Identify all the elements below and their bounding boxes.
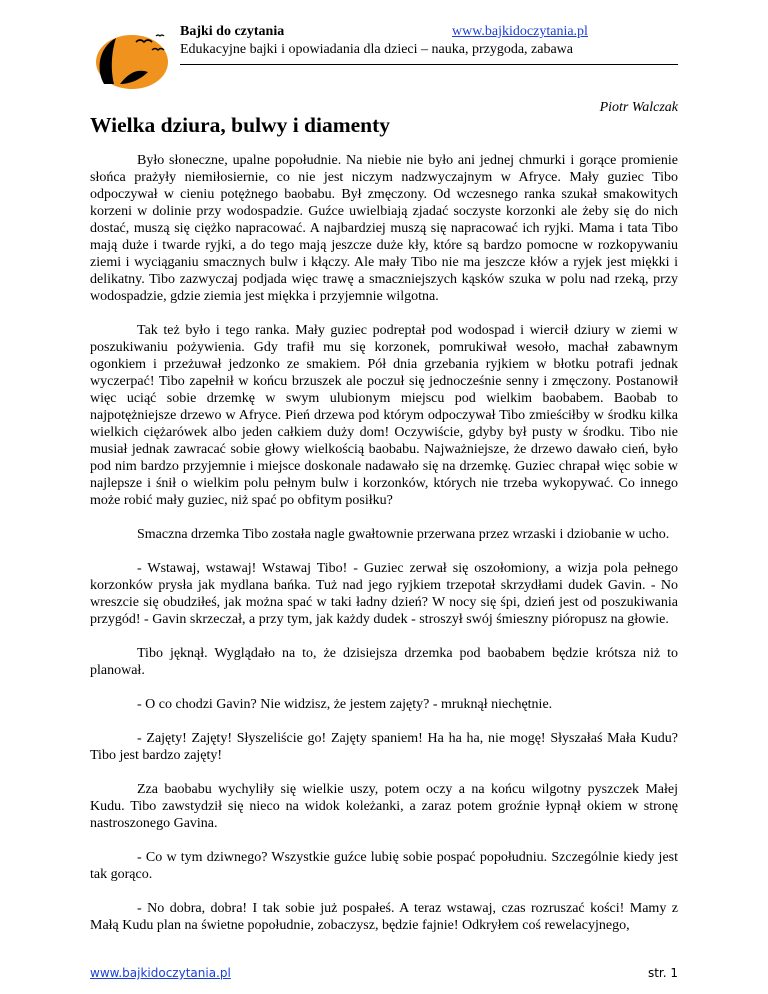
site-name: Bajki do czytania <box>180 24 285 39</box>
story-body <box>90 152 678 934</box>
paragraph: Było słoneczne, upalne popołudnie. Na niebie nie było ani jednej chmurki i gorące promienie słońca prażyły niemiłosiernie, co nie jest niczym nadzwyczajnym w Afryce. Mały guziec Tibo odpoczywał w cieniu potężnego baobabu. Był zmęczony. Od wczesnego ranka szukał smakowitych korzeni w dolinie przy wodospadzie. Guźce uwielbiają zjadać soczyste korzonki ale żeby się do nich dostać, muszą się ciężko napracować. A najbardziej muszą się napracować ich ryjki. Mama i tata Tibo mają duże i twarde ryjki, a do tego mają jeszcze duże kły, które są bardzo pomocne w rozkopywaniu ziemi i wyciąganiu smacznych bulw i kłączy. Ale mały Tibo nie ma jeszcze kłów a ryjek jest miękki i delikatny. Tibo zazwyczaj podjada więc trawę a smaczniejszych kąsków szuka w polu nad rzeką, przy wodospadzie, gdzie ziemia jest miękka i przyjemnie wilgotna. <box>90 153 678 304</box>
author-name: Piotr Walczak <box>599 100 678 115</box>
site-subtitle: Edukacyjne bajki i opowiadania dla dzieci – nauka, przygoda, zabawa <box>180 42 574 57</box>
paragraph: - No dobra, dobra! I tak sobie już pospałeś. A teraz wstawaj, czas rozruszać kości! Mamy z Małą Kudu plan na świetne popołudnie, zobaczysz, będzie fajnie! Odkryłem coś rewelacyjnego, <box>90 901 678 933</box>
story-title: Wielka dziura, bulwy i diamenty <box>90 113 391 137</box>
header-divider <box>180 64 678 65</box>
paragraph: Zza baobabu wychyliły się wielkie uszy, potem oczy a na końcu wilgotny pyszczek Małej Kudu. Tibo zawstydził się nieco na widok koleżanki, a zaraz potem groźnie łypnął okiem w stronę nastroszonego Gavina. <box>90 782 678 831</box>
site-logo[interactable] <box>90 28 172 90</box>
paragraph: - Co w tym dziwnego? Wszystkie guźce lubię sobie pospać popołudniu. Szczególnie kiedy jest tak gorąco. <box>90 850 678 882</box>
site-url-link[interactable]: www.bajkidoczytania.pl <box>452 24 588 39</box>
footer-url-link[interactable]: www.bajkidoczytania.pl <box>90 966 231 980</box>
paragraph: Tibo jęknął. Wyglądało na to, że dzisiejsza drzemka pod baobabem będzie krótsza niż to planował. <box>90 646 678 678</box>
paragraph: - Zajęty! Zajęty! Słyszeliście go! Zajęty spaniem! Ha ha ha, nie mogę! Słyszałaś Mała Kudu? Tibo jest bardzo zajęty! <box>90 731 678 763</box>
paragraph: - O co chodzi Gavin? Nie widzisz, że jestem zajęty? - mruknął niechętnie. <box>137 697 553 712</box>
paragraph: Tak też było i tego ranka. Mały guziec podreptał pod wodospad i wiercił dziury w ziemi w poszukiwaniu pożywienia. Gdy trafił mu się korzonek, pomrukiwał wesoło, machał zabawnym ogonkiem i przeżuwał jedzonko ze smakiem. Pół dnia grzebania ryjkiem w błotku potrafi jednak wyczerpać! Tibo zapełnił w końcu brzuszek ale poczuł się jednocześnie senny i zmęczony. Postanowił więc uciąć sobie drzemkę w swym ulubionym miejscu pod wielkim baobabem. Baobab to najpotężniejsze drzewo w Afryce. Pień drzewa pod którym odpoczywał Tibo zmieściłby w środku kilka wielkich ciężarówek albo jeden całkiem duży dom! Oczywiście, gdyby był pusty w środku. Tibo nie musiał jednak zawracać sobie głowy wielkością baobabu. Najważniejsze, że drzewo dawało cień, było pod nim bardzo przyjemnie i miejsce doskonale nadawało się na drzemkę. Guziec chrapał więc sobie w najlepsze i śnił o wielkim polu pełnym bulw i korzonków, których nie trzeba wykopywać. Co innego może robić mały guziec, niż spać po obfitym posiłku? <box>90 323 678 508</box>
paragraph: Smaczna drzemka Tibo została nagle gwałtownie przerwana przez wrzaski i dziobanie w ucho. <box>137 527 670 542</box>
paragraph: - Wstawaj, wstawaj! Wstawaj Tibo! - Guziec zerwał się oszołomiony, a wizja pola pełnego korzonków prysła jak mydlana bańka. Tuż nad jego ryjkiem trzepotał skrzydłami dudek Gavin. - No wreszcie się obudziłeś, jak można spać w taki ładny dzień? W nocy się śpi, dzień jest od poszukiwania przygód! - Gavin skrzeczał, a przy tym, jak każdy dudek - stroszył swój śmieszny pióropusz na głowie. <box>90 561 678 627</box>
page-number: str. 1 <box>647 966 678 980</box>
logo-graphic <box>90 28 172 90</box>
